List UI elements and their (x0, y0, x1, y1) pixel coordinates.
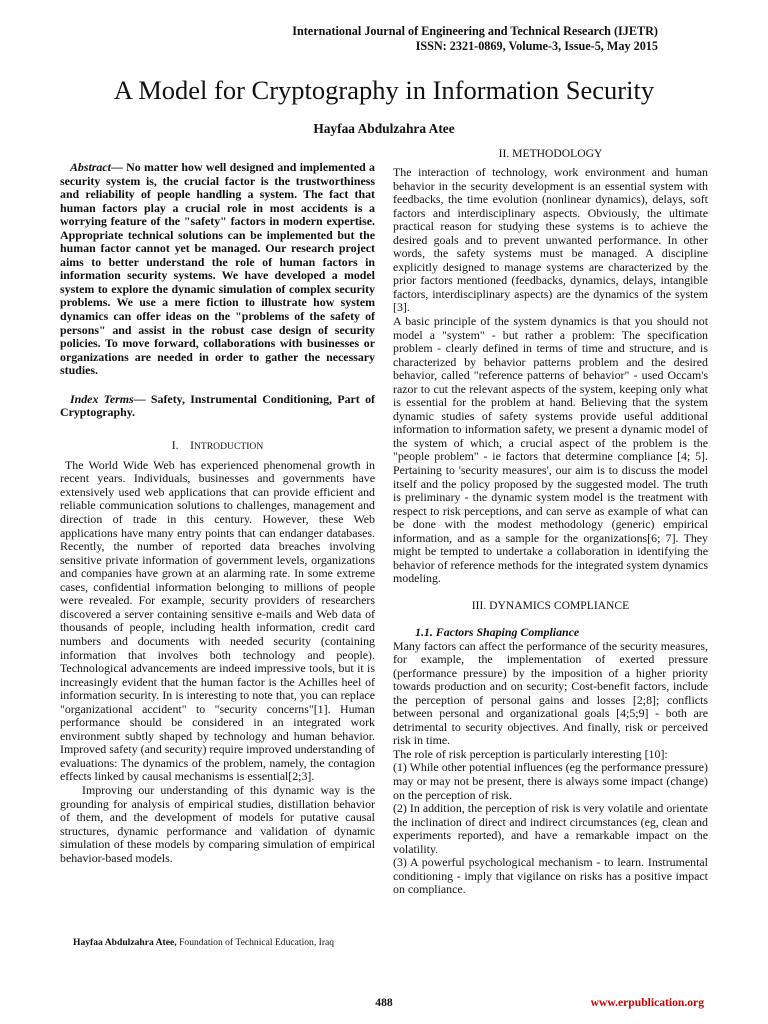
abstract-label: Abstract (70, 160, 111, 174)
subsection-factors-heading: 1.1. Factors Shaping Compliance (415, 624, 580, 639)
journal-name: International Journal of Engineering and Technical Research (IJETR) (292, 24, 658, 38)
compliance-paragraph-4: (2) In addition, the perception of risk is very volatile and orientate the inclination of direct and indirect circumstances (eg, clean and experiments reported), and have a remarkable impact on the volatility. (393, 801, 708, 856)
journal-header (292, 24, 658, 54)
methodology-paragraph-1: The interaction of technology, work environment and human behavior in the security development is an essential system with feedbacks, the time evolution (nonlinear dynamics), delays, soft factors and interdisciplinary aspects. Obviously, the ultimate practical reason for studying these systems is to achieve the desired goals and to prevent unwanted performance. In other words, the safety systems must be managed. A discipline explicitly designed to manage systems are characterized by the prior factors mentioned (feedbacks, dynamics, delays, intangible factors, interdisciplinary aspects) are the dynamics of the system [3]. (393, 165, 708, 315)
index-terms (60, 393, 375, 420)
intro-paragraph-2: Improving our understanding of this dynamic way is the grounding for analysis of empirical studies, distillation behavior of them, and the development of models for putative causal structures, dynamic performance and validation of dynamic simulation of these models by comparing simulation of empirical behavior-based models. (60, 782, 375, 865)
index-terms-label: Index Terms (70, 391, 134, 406)
author-name: Hayfaa Abdulzahra Atee (313, 121, 455, 136)
intro-paragraph-1: The World Wide Web has experienced phenomenal growth in recent years. Individuals, businesses and governments have extensively used web applications that can provide efficient and reliable communication solutions to challenges, management and direction of trade in this century. However, these Web applications have many entry points that can endanger databases. Recently, the number of reported data breaches involving sensitive private information of government levels, organizations and companies have grown at an alarming rate. In some extreme cases, confidential information belonging to millions of people were revealed. For example, security providers of researchers discovered a server containing sensitive e-mails and Web data of thousands of people, including health information, credit card numbers and documents with needed security (containing information that involves both technology and people). Technological advancements are indeed impressive tools, but it is increasingly evident that the human factor is the Achilles heel of information security. In is interesting to note that, you can replace "organizational accident" to "security concerns"[1]. Human performance should be considered in an integrated work environment subtly shaped by technology and human behavior. Improved safety (and security) require improved understanding of evaluations: The dynamics of the problem, namely, the contagion effects linked by causal mechanisms is essential[2;3]. (60, 457, 375, 784)
abstract (60, 161, 375, 378)
author-footnote (73, 937, 383, 949)
compliance-paragraph-2: The role of risk perception is particularly interesting [10]: (393, 746, 668, 761)
section-number: I. (171, 438, 179, 452)
page-number: 488 (375, 996, 393, 1009)
footer-url-link[interactable]: www.erpublication.org (590, 996, 704, 1009)
index-terms-text: Safety, Instrumental Conditioning, Part of Cryptography. (60, 391, 375, 420)
right-column (393, 147, 708, 897)
compliance-paragraph-5: (3) A powerful psychological mechanism - to learn. Instrumental conditioning - imply that vigilance on risks has a positive impact on compliance. (393, 855, 708, 897)
section-dynamics-heading: III. DYNAMICS COMPLIANCE (471, 598, 630, 612)
footnote-author: Hayfaa Abdulzahra Atee, (73, 937, 177, 948)
paper-title: A Model for Cryptography in Information Security (113, 75, 655, 105)
abstract-dash: — (110, 160, 127, 174)
footnote-affiliation: Foundation of Technical Education, Iraq (176, 937, 335, 948)
journal-issn: ISSN: 2321-0869, Volume-3, Issue-5, May 2015 (415, 39, 658, 53)
compliance-paragraph-1: Many factors can affect the performance of the security measures, for example, the implementation of exerted pressure (performance pressure) by the imposition of a higher priority towards production and on security; Cost-benefit factors, include the perception of personal gains and losses [2;8]; conflicts between personal and organizational goals [4;5;9] - both are detrimental to security objectives. And finally, risk or perceived risk in time. (393, 638, 708, 748)
section-initial: I (190, 438, 194, 452)
compliance-paragraph-3: (1) While other potential influences (eg the performance pressure) may or may not be present, there is always some impact (change) on the perception of risk. (393, 760, 708, 802)
abstract-text: No matter how well designed and implemented a security system is, the crucial factor is the trustworthiness and reliability of people handling a system. The fact that human factors play a crucial role in most accidents is a worrying feature of the "safety" factors in modern expertise. Appropriate technical solutions can be implemented but the human factor cannot yet be managed. Our research project aims to better understand the role of human factors in information security systems. We have developed a model system to explore the dynamic simulation of complex security problems. We use a mere fiction to illustrate how system dynamics can offer ideas on the "problems of the safety of persons" and assist in the robust case design of security policies. To move forward, collaborations with businesses or organizations are needed in order to gather the necessary studies. (60, 160, 375, 378)
section-rest: NTRODUCTION (193, 440, 264, 452)
methodology-paragraph-2: A basic principle of the system dynamics is that you should not model a "system" - but rather a problem: The specification problem - clearly defined in terms of time and structure, and is characterized by behavior patterns problem and the desired behavior, called "reference patterns of behavior" - used Occam's razor to cut the relevant aspects of the system, keeping only what is essential for the problem at hand. Believing that the system dynamic studies of safety systems provide useful additional information to information safety, we present a dynamic model of the system of which, a crucial aspect of the problem is the "people problem" - ie factors that determine compliance [4; 5]. Pertaining to 'security measures', our aim is to discuss the model itself and the policy proposed by the suggested model. The truth is preliminary - the dynamic system model is the treatment with respect to risk perceptions, and can serve as example of what can be done with the modest methodology (generic) empirical information, and as a sample for the organizations[6; 7]. They might be tempted to undertake a collaboration in identifying the behavior of reference methods for the integrated system dynamics modeling. (393, 314, 708, 586)
index-terms-dash: — (133, 391, 151, 406)
section-introduction-heading (60, 439, 375, 454)
section-methodology-heading: II. METHODOLOGY (498, 147, 603, 160)
left-column (60, 161, 375, 865)
